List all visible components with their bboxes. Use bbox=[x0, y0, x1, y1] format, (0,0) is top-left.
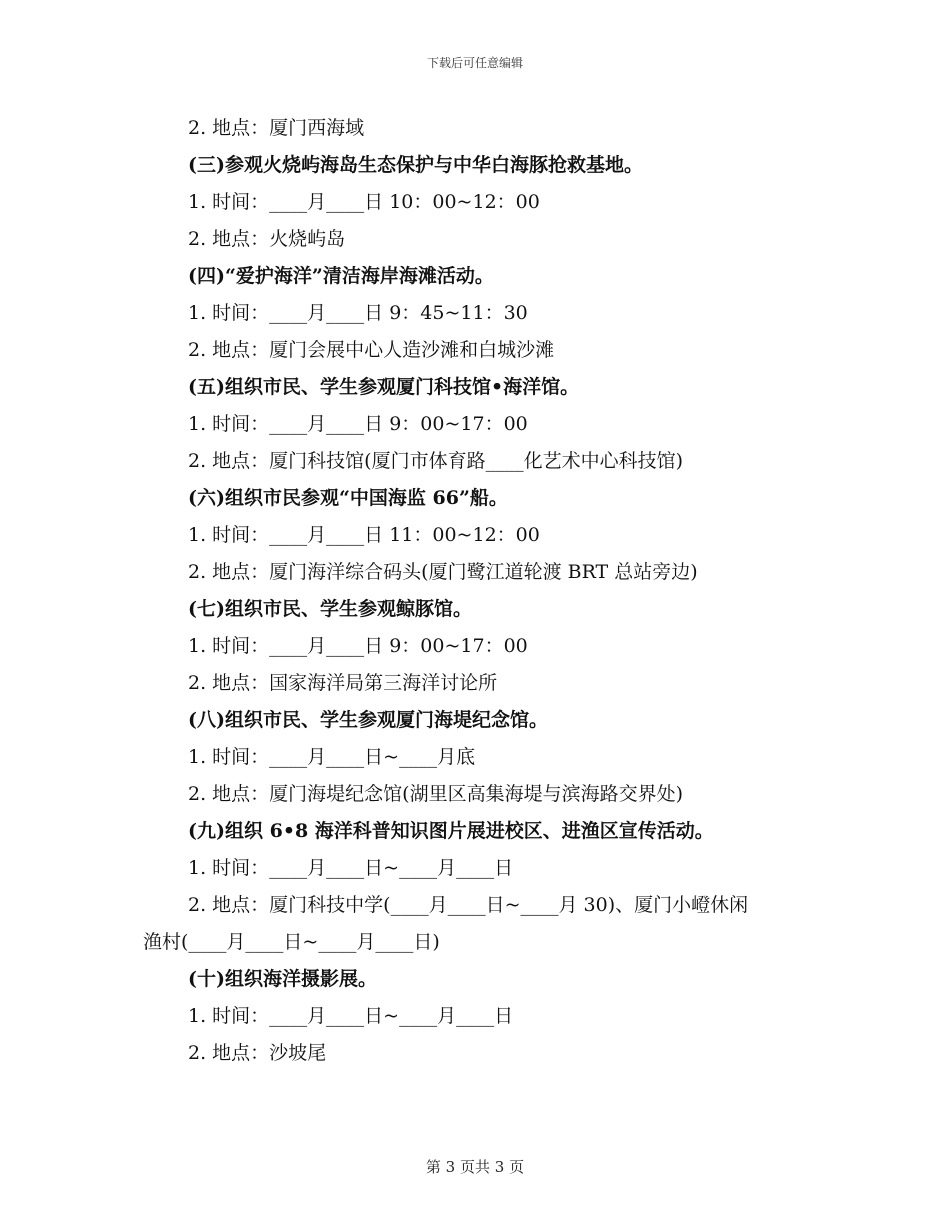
list-item: 1. 时间：____月____日~____月____日 bbox=[188, 1005, 514, 1027]
list-item: 1. 时间：____月____日 9：45~11：30 bbox=[188, 302, 528, 324]
page-header: 下载后可任意编辑 bbox=[426, 56, 523, 70]
list-item: 1. 时间：____月____日 9：00~17：00 bbox=[188, 635, 528, 657]
page-footer: 第 3 页共 3 页 bbox=[425, 1158, 525, 1176]
section-heading: (四)“爱护海洋”清洁海岸海滩活动。 bbox=[188, 265, 494, 287]
list-item: 2. 地点：厦门会展中心人造沙滩和白城沙滩 bbox=[188, 339, 555, 361]
list-item: 1. 时间：____月____日 11：00~12：00 bbox=[188, 524, 540, 546]
list-item: 1. 时间：____月____日 10：00~12：00 bbox=[188, 191, 540, 213]
list-item: 2. 地点：厦门西海域 bbox=[188, 117, 365, 139]
list-item: 1. 时间：____月____日~____月底 bbox=[188, 746, 476, 768]
list-item-continuation: 渔村(____月____日~____月____日) bbox=[143, 931, 440, 953]
document-body bbox=[143, 110, 823, 1072]
section-heading: (八)组织市民、学生参观厦门海堤纪念馆。 bbox=[188, 709, 548, 731]
section-heading: (三)参观火烧屿海岛生态保护与中华白海豚抢救基地。 bbox=[188, 154, 643, 176]
list-item: 1. 时间：____月____日~____月____日 bbox=[188, 857, 514, 879]
list-item: 2. 地点：厦门科技馆(厦门市体育路____化艺术中心科技馆) bbox=[188, 450, 683, 472]
section-heading: (六)组织市民参观“中国海监 66”船。 bbox=[188, 487, 508, 509]
section-heading: (七)组织市民、学生参观鲸豚馆。 bbox=[188, 598, 472, 620]
list-item: 1. 时间：____月____日 9：00~17：00 bbox=[188, 413, 528, 435]
list-item: 2. 地点：火烧屿岛 bbox=[188, 228, 346, 250]
section-heading: (十)组织海洋摄影展。 bbox=[188, 968, 377, 990]
list-item: 2. 地点：厦门海堤纪念馆(湖里区高集海堤与滨海路交界处) bbox=[188, 783, 683, 805]
list-item: 2. 地点：沙坡尾 bbox=[188, 1042, 327, 1064]
list-item: 2. 地点：厦门科技中学(____月____日~____月 30)、厦门小嶝休闲 bbox=[188, 894, 749, 916]
section-heading: (五)组织市民、学生参观厦门科技馆•海洋馆。 bbox=[188, 376, 580, 398]
section-heading: (九)组织 6•8 海洋科普知识图片展进校区、进渔区宣传活动。 bbox=[188, 820, 714, 842]
list-item: 2. 地点：国家海洋局第三海洋讨论所 bbox=[188, 672, 498, 694]
list-item: 2. 地点：厦门海洋综合码头(厦门鹭江道轮渡 BRT 总站旁边) bbox=[188, 561, 698, 583]
